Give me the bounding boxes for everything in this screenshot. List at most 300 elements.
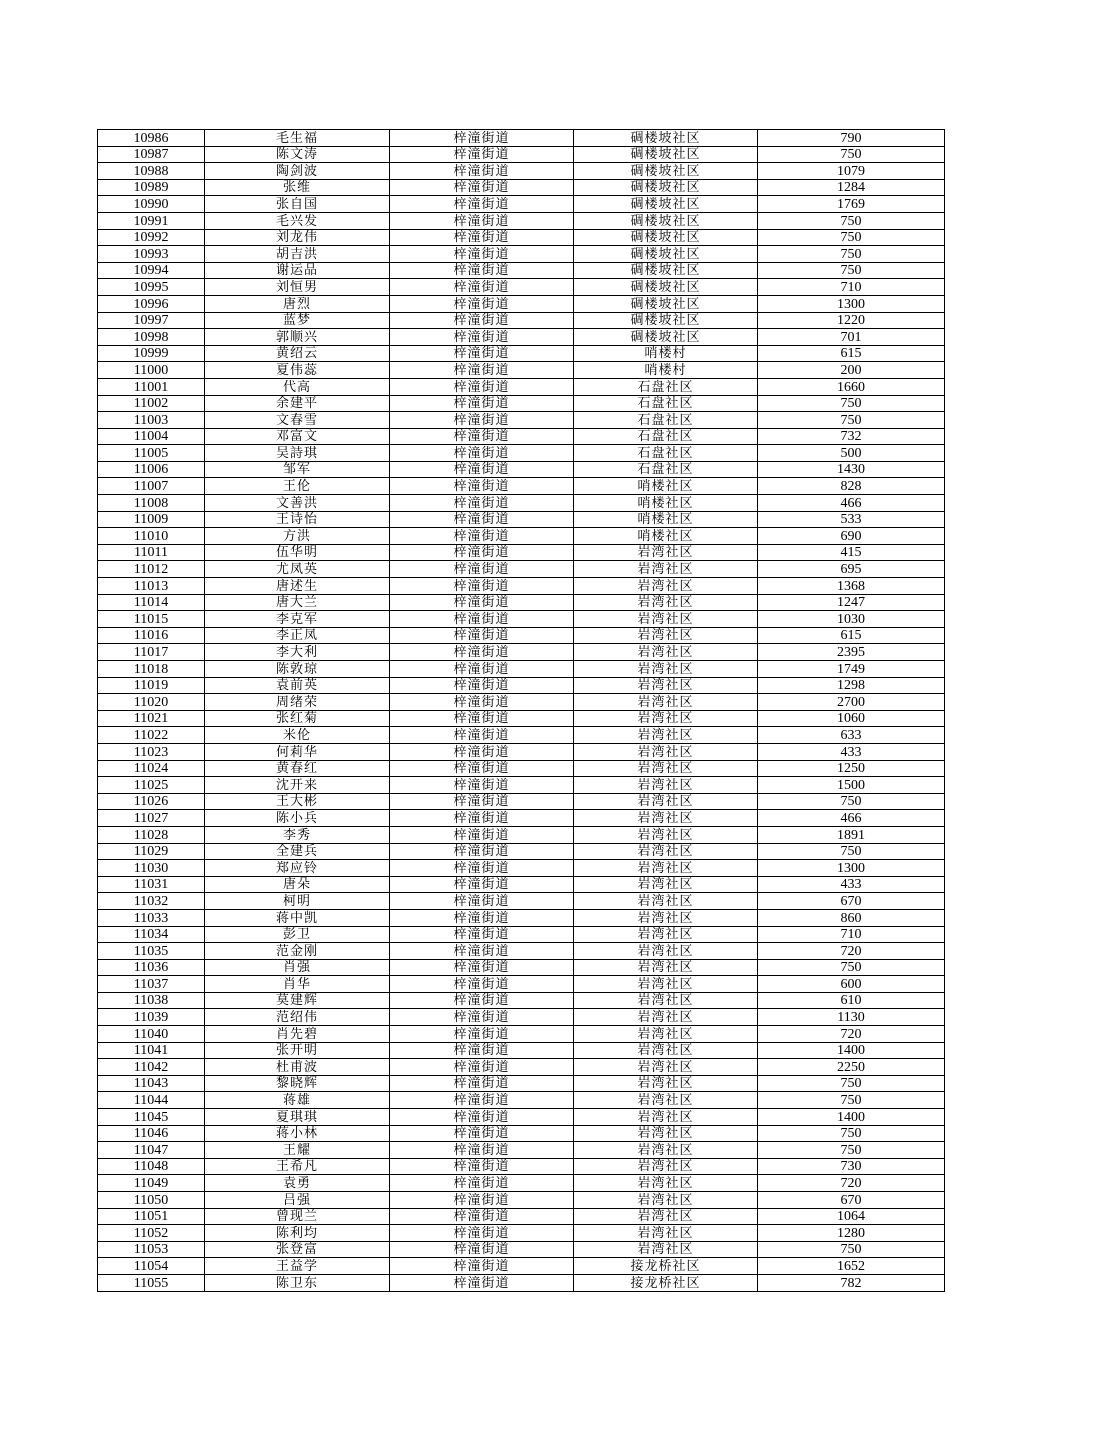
id-cell: 11047 bbox=[98, 1142, 205, 1159]
table-row bbox=[98, 279, 945, 296]
amount-cell: 828 bbox=[758, 478, 945, 495]
community-cell: 碉楼坡社区 bbox=[574, 246, 758, 263]
table-row bbox=[98, 561, 945, 578]
amount-cell: 750 bbox=[758, 262, 945, 279]
amount-cell: 1769 bbox=[758, 196, 945, 213]
table-row bbox=[98, 1175, 945, 1192]
table-row bbox=[98, 1092, 945, 1109]
table-row bbox=[98, 760, 945, 777]
community-cell: 岩湾社区 bbox=[574, 743, 758, 760]
id-cell: 11012 bbox=[98, 561, 205, 578]
amount-cell: 615 bbox=[758, 345, 945, 362]
amount-cell: 2700 bbox=[758, 694, 945, 711]
name-cell: 范绍伟 bbox=[205, 1009, 390, 1026]
id-cell: 11011 bbox=[98, 544, 205, 561]
community-cell: 碉楼坡社区 bbox=[574, 130, 758, 147]
street-cell: 梓潼街道 bbox=[390, 1192, 574, 1209]
table-row bbox=[98, 179, 945, 196]
street-cell: 梓潼街道 bbox=[390, 262, 574, 279]
name-cell: 王希凡 bbox=[205, 1158, 390, 1175]
amount-cell: 2395 bbox=[758, 644, 945, 661]
community-cell: 岩湾社区 bbox=[574, 710, 758, 727]
id-cell: 11008 bbox=[98, 495, 205, 512]
community-cell: 岩湾社区 bbox=[574, 661, 758, 678]
amount-cell: 1652 bbox=[758, 1258, 945, 1275]
table-row bbox=[98, 909, 945, 926]
street-cell: 梓潼街道 bbox=[390, 163, 574, 180]
id-cell: 11052 bbox=[98, 1225, 205, 1242]
amount-cell: 1130 bbox=[758, 1009, 945, 1026]
amount-cell: 750 bbox=[758, 843, 945, 860]
name-cell: 黄绍云 bbox=[205, 345, 390, 362]
name-cell: 柯明 bbox=[205, 893, 390, 910]
id-cell: 11027 bbox=[98, 810, 205, 827]
name-cell: 杜甫波 bbox=[205, 1059, 390, 1076]
street-cell: 梓潼街道 bbox=[390, 992, 574, 1009]
table-row bbox=[98, 893, 945, 910]
street-cell: 梓潼街道 bbox=[390, 478, 574, 495]
street-cell: 梓潼街道 bbox=[390, 461, 574, 478]
amount-cell: 750 bbox=[758, 1092, 945, 1109]
community-cell: 岩湾社区 bbox=[574, 1192, 758, 1209]
street-cell: 梓潼街道 bbox=[390, 179, 574, 196]
amount-cell: 750 bbox=[758, 1241, 945, 1258]
name-cell: 夏伟蕊 bbox=[205, 362, 390, 379]
name-cell: 谢运品 bbox=[205, 262, 390, 279]
roster-table bbox=[97, 129, 945, 1292]
id-cell: 11022 bbox=[98, 727, 205, 744]
street-cell: 梓潼街道 bbox=[390, 1026, 574, 1043]
id-cell: 11048 bbox=[98, 1158, 205, 1175]
name-cell: 陈小兵 bbox=[205, 810, 390, 827]
amount-cell: 750 bbox=[758, 246, 945, 263]
amount-cell: 2250 bbox=[758, 1059, 945, 1076]
amount-cell: 433 bbox=[758, 743, 945, 760]
community-cell: 岩湾社区 bbox=[574, 1241, 758, 1258]
id-cell: 11019 bbox=[98, 677, 205, 694]
table-row bbox=[98, 295, 945, 312]
street-cell: 梓潼街道 bbox=[390, 395, 574, 412]
id-cell: 11003 bbox=[98, 412, 205, 429]
name-cell: 张维 bbox=[205, 179, 390, 196]
name-cell: 王大彬 bbox=[205, 793, 390, 810]
name-cell: 李正凤 bbox=[205, 627, 390, 644]
amount-cell: 600 bbox=[758, 976, 945, 993]
name-cell: 蓝梦 bbox=[205, 312, 390, 329]
amount-cell: 720 bbox=[758, 1175, 945, 1192]
street-cell: 梓潼街道 bbox=[390, 810, 574, 827]
id-cell: 11043 bbox=[98, 1075, 205, 1092]
name-cell: 唐朵 bbox=[205, 876, 390, 893]
id-cell: 10989 bbox=[98, 179, 205, 196]
community-cell: 岩湾社区 bbox=[574, 1158, 758, 1175]
id-cell: 10986 bbox=[98, 130, 205, 147]
amount-cell: 1220 bbox=[758, 312, 945, 329]
table-row bbox=[98, 1225, 945, 1242]
community-cell: 碉楼坡社区 bbox=[574, 295, 758, 312]
id-cell: 11009 bbox=[98, 511, 205, 528]
table-row bbox=[98, 495, 945, 512]
id-cell: 11032 bbox=[98, 893, 205, 910]
table-row bbox=[98, 976, 945, 993]
id-cell: 11036 bbox=[98, 959, 205, 976]
amount-cell: 1060 bbox=[758, 710, 945, 727]
name-cell: 余建平 bbox=[205, 395, 390, 412]
name-cell: 袁勇 bbox=[205, 1175, 390, 1192]
name-cell: 莫建辉 bbox=[205, 992, 390, 1009]
amount-cell: 1079 bbox=[758, 163, 945, 180]
community-cell: 岩湾社区 bbox=[574, 627, 758, 644]
amount-cell: 701 bbox=[758, 329, 945, 346]
name-cell: 李大利 bbox=[205, 644, 390, 661]
community-cell: 岩湾社区 bbox=[574, 876, 758, 893]
amount-cell: 466 bbox=[758, 810, 945, 827]
table-row bbox=[98, 777, 945, 794]
table-row bbox=[98, 1125, 945, 1142]
id-cell: 11010 bbox=[98, 528, 205, 545]
amount-cell: 500 bbox=[758, 445, 945, 462]
amount-cell: 1280 bbox=[758, 1225, 945, 1242]
community-cell: 接龙桥社区 bbox=[574, 1258, 758, 1275]
id-cell: 10990 bbox=[98, 196, 205, 213]
amount-cell: 1400 bbox=[758, 1109, 945, 1126]
name-cell: 唐烈 bbox=[205, 295, 390, 312]
table-row bbox=[98, 793, 945, 810]
amount-cell: 1300 bbox=[758, 860, 945, 877]
table-row bbox=[98, 130, 945, 147]
street-cell: 梓潼街道 bbox=[390, 710, 574, 727]
table-row bbox=[98, 578, 945, 595]
table-row bbox=[98, 478, 945, 495]
name-cell: 何莉华 bbox=[205, 743, 390, 760]
amount-cell: 1030 bbox=[758, 611, 945, 628]
street-cell: 梓潼街道 bbox=[390, 843, 574, 860]
community-cell: 岩湾社区 bbox=[574, 1175, 758, 1192]
street-cell: 梓潼街道 bbox=[390, 760, 574, 777]
community-cell: 碉楼坡社区 bbox=[574, 262, 758, 279]
street-cell: 梓潼街道 bbox=[390, 677, 574, 694]
street-cell: 梓潼街道 bbox=[390, 1225, 574, 1242]
amount-cell: 782 bbox=[758, 1274, 945, 1291]
amount-cell: 860 bbox=[758, 909, 945, 926]
table-row bbox=[98, 246, 945, 263]
id-cell: 11020 bbox=[98, 694, 205, 711]
street-cell: 梓潼街道 bbox=[390, 544, 574, 561]
amount-cell: 466 bbox=[758, 495, 945, 512]
id-cell: 11002 bbox=[98, 395, 205, 412]
id-cell: 11042 bbox=[98, 1059, 205, 1076]
id-cell: 11021 bbox=[98, 710, 205, 727]
amount-cell: 1300 bbox=[758, 295, 945, 312]
street-cell: 梓潼街道 bbox=[390, 196, 574, 213]
amount-cell: 750 bbox=[758, 1142, 945, 1159]
amount-cell: 720 bbox=[758, 1026, 945, 1043]
id-cell: 11016 bbox=[98, 627, 205, 644]
street-cell: 梓潼街道 bbox=[390, 578, 574, 595]
id-cell: 11023 bbox=[98, 743, 205, 760]
id-cell: 11038 bbox=[98, 992, 205, 1009]
name-cell: 蒋中凯 bbox=[205, 909, 390, 926]
community-cell: 岩湾社区 bbox=[574, 777, 758, 794]
amount-cell: 670 bbox=[758, 1192, 945, 1209]
name-cell: 邓富文 bbox=[205, 428, 390, 445]
name-cell: 胡吉洪 bbox=[205, 246, 390, 263]
table-row bbox=[98, 445, 945, 462]
id-cell: 11046 bbox=[98, 1125, 205, 1142]
street-cell: 梓潼街道 bbox=[390, 246, 574, 263]
name-cell: 陈敦琼 bbox=[205, 661, 390, 678]
name-cell: 吕强 bbox=[205, 1192, 390, 1209]
name-cell: 曾现兰 bbox=[205, 1208, 390, 1225]
amount-cell: 750 bbox=[758, 229, 945, 246]
street-cell: 梓潼街道 bbox=[390, 1142, 574, 1159]
amount-cell: 533 bbox=[758, 511, 945, 528]
table-row bbox=[98, 163, 945, 180]
street-cell: 梓潼街道 bbox=[390, 130, 574, 147]
table-row bbox=[98, 926, 945, 943]
id-cell: 11050 bbox=[98, 1192, 205, 1209]
table-row bbox=[98, 362, 945, 379]
name-cell: 文善洪 bbox=[205, 495, 390, 512]
table-row bbox=[98, 1009, 945, 1026]
table-row bbox=[98, 1208, 945, 1225]
table-row bbox=[98, 1026, 945, 1043]
name-cell: 方洪 bbox=[205, 528, 390, 545]
id-cell: 10988 bbox=[98, 163, 205, 180]
street-cell: 梓潼街道 bbox=[390, 329, 574, 346]
name-cell: 肖强 bbox=[205, 959, 390, 976]
street-cell: 梓潼街道 bbox=[390, 943, 574, 960]
amount-cell: 750 bbox=[758, 1075, 945, 1092]
street-cell: 梓潼街道 bbox=[390, 295, 574, 312]
name-cell: 毛兴发 bbox=[205, 212, 390, 229]
roster-table-body bbox=[98, 130, 945, 1292]
name-cell: 郭顺兴 bbox=[205, 329, 390, 346]
street-cell: 梓潼街道 bbox=[390, 445, 574, 462]
table-row bbox=[98, 1274, 945, 1291]
id-cell: 11015 bbox=[98, 611, 205, 628]
community-cell: 岩湾社区 bbox=[574, 1125, 758, 1142]
id-cell: 11033 bbox=[98, 909, 205, 926]
id-cell: 11054 bbox=[98, 1258, 205, 1275]
community-cell: 石盘社区 bbox=[574, 428, 758, 445]
id-cell: 10992 bbox=[98, 229, 205, 246]
table-row bbox=[98, 345, 945, 362]
table-row bbox=[98, 992, 945, 1009]
id-cell: 11040 bbox=[98, 1026, 205, 1043]
community-cell: 碉楼坡社区 bbox=[574, 329, 758, 346]
name-cell: 张红菊 bbox=[205, 710, 390, 727]
street-cell: 梓潼街道 bbox=[390, 378, 574, 395]
street-cell: 梓潼街道 bbox=[390, 611, 574, 628]
table-row bbox=[98, 694, 945, 711]
table-row bbox=[98, 461, 945, 478]
community-cell: 岩湾社区 bbox=[574, 1109, 758, 1126]
amount-cell: 615 bbox=[758, 627, 945, 644]
street-cell: 梓潼街道 bbox=[390, 279, 574, 296]
name-cell: 肖先碧 bbox=[205, 1026, 390, 1043]
table-row bbox=[98, 212, 945, 229]
street-cell: 梓潼街道 bbox=[390, 495, 574, 512]
table-row bbox=[98, 959, 945, 976]
table-row bbox=[98, 378, 945, 395]
amount-cell: 750 bbox=[758, 395, 945, 412]
amount-cell: 732 bbox=[758, 428, 945, 445]
community-cell: 岩湾社区 bbox=[574, 1075, 758, 1092]
community-cell: 碉楼坡社区 bbox=[574, 196, 758, 213]
amount-cell: 750 bbox=[758, 212, 945, 229]
table-row bbox=[98, 1075, 945, 1092]
table-row bbox=[98, 843, 945, 860]
table-row bbox=[98, 511, 945, 528]
id-cell: 11053 bbox=[98, 1241, 205, 1258]
id-cell: 11026 bbox=[98, 793, 205, 810]
id-cell: 11039 bbox=[98, 1009, 205, 1026]
name-cell: 陶剑波 bbox=[205, 163, 390, 180]
amount-cell: 433 bbox=[758, 876, 945, 893]
community-cell: 碉楼坡社区 bbox=[574, 312, 758, 329]
street-cell: 梓潼街道 bbox=[390, 694, 574, 711]
name-cell: 王伦 bbox=[205, 478, 390, 495]
amount-cell: 750 bbox=[758, 793, 945, 810]
amount-cell: 1368 bbox=[758, 578, 945, 595]
street-cell: 梓潼街道 bbox=[390, 528, 574, 545]
street-cell: 梓潼街道 bbox=[390, 826, 574, 843]
table-row bbox=[98, 943, 945, 960]
amount-cell: 1284 bbox=[758, 179, 945, 196]
id-cell: 11041 bbox=[98, 1042, 205, 1059]
table-row bbox=[98, 395, 945, 412]
table-row bbox=[98, 627, 945, 644]
amount-cell: 1400 bbox=[758, 1042, 945, 1059]
name-cell: 代高 bbox=[205, 378, 390, 395]
name-cell: 陈卫东 bbox=[205, 1274, 390, 1291]
table-row bbox=[98, 661, 945, 678]
amount-cell: 750 bbox=[758, 412, 945, 429]
id-cell: 11025 bbox=[98, 777, 205, 794]
community-cell: 岩湾社区 bbox=[574, 760, 758, 777]
name-cell: 黎晓辉 bbox=[205, 1075, 390, 1092]
street-cell: 梓潼街道 bbox=[390, 594, 574, 611]
street-cell: 梓潼街道 bbox=[390, 661, 574, 678]
community-cell: 哨楼社区 bbox=[574, 528, 758, 545]
street-cell: 梓潼街道 bbox=[390, 212, 574, 229]
street-cell: 梓潼街道 bbox=[390, 1175, 574, 1192]
community-cell: 石盘社区 bbox=[574, 461, 758, 478]
street-cell: 梓潼街道 bbox=[390, 345, 574, 362]
name-cell: 唐述生 bbox=[205, 578, 390, 595]
amount-cell: 1749 bbox=[758, 661, 945, 678]
name-cell: 米伦 bbox=[205, 727, 390, 744]
amount-cell: 750 bbox=[758, 1125, 945, 1142]
id-cell: 11034 bbox=[98, 926, 205, 943]
name-cell: 黄春红 bbox=[205, 760, 390, 777]
id-cell: 10991 bbox=[98, 212, 205, 229]
street-cell: 梓潼街道 bbox=[390, 1241, 574, 1258]
table-row bbox=[98, 810, 945, 827]
id-cell: 11017 bbox=[98, 644, 205, 661]
street-cell: 梓潼街道 bbox=[390, 627, 574, 644]
street-cell: 梓潼街道 bbox=[390, 1258, 574, 1275]
street-cell: 梓潼街道 bbox=[390, 1092, 574, 1109]
community-cell: 碉楼坡社区 bbox=[574, 212, 758, 229]
amount-cell: 1247 bbox=[758, 594, 945, 611]
street-cell: 梓潼街道 bbox=[390, 959, 574, 976]
id-cell: 11004 bbox=[98, 428, 205, 445]
id-cell: 10994 bbox=[98, 262, 205, 279]
street-cell: 梓潼街道 bbox=[390, 1009, 574, 1026]
community-cell: 岩湾社区 bbox=[574, 594, 758, 611]
amount-cell: 633 bbox=[758, 727, 945, 744]
amount-cell: 1064 bbox=[758, 1208, 945, 1225]
community-cell: 石盘社区 bbox=[574, 395, 758, 412]
street-cell: 梓潼街道 bbox=[390, 777, 574, 794]
name-cell: 蒋小林 bbox=[205, 1125, 390, 1142]
id-cell: 11024 bbox=[98, 760, 205, 777]
table-row bbox=[98, 262, 945, 279]
id-cell: 11007 bbox=[98, 478, 205, 495]
street-cell: 梓潼街道 bbox=[390, 893, 574, 910]
amount-cell: 415 bbox=[758, 544, 945, 561]
id-cell: 11037 bbox=[98, 976, 205, 993]
community-cell: 岩湾社区 bbox=[574, 727, 758, 744]
community-cell: 哨楼社区 bbox=[574, 511, 758, 528]
community-cell: 岩湾社区 bbox=[574, 976, 758, 993]
name-cell: 李克军 bbox=[205, 611, 390, 628]
amount-cell: 710 bbox=[758, 926, 945, 943]
community-cell: 岩湾社区 bbox=[574, 677, 758, 694]
name-cell: 肖华 bbox=[205, 976, 390, 993]
name-cell: 王耀 bbox=[205, 1142, 390, 1159]
name-cell: 郑应铃 bbox=[205, 860, 390, 877]
community-cell: 接龙桥社区 bbox=[574, 1274, 758, 1291]
street-cell: 梓潼街道 bbox=[390, 1274, 574, 1291]
community-cell: 哨楼村 bbox=[574, 345, 758, 362]
community-cell: 哨楼村 bbox=[574, 362, 758, 379]
community-cell: 岩湾社区 bbox=[574, 943, 758, 960]
community-cell: 岩湾社区 bbox=[574, 959, 758, 976]
amount-cell: 790 bbox=[758, 130, 945, 147]
community-cell: 岩湾社区 bbox=[574, 1092, 758, 1109]
table-row bbox=[98, 196, 945, 213]
community-cell: 碉楼坡社区 bbox=[574, 146, 758, 163]
name-cell: 沈开来 bbox=[205, 777, 390, 794]
id-cell: 11035 bbox=[98, 943, 205, 960]
name-cell: 张登富 bbox=[205, 1241, 390, 1258]
name-cell: 周绪荣 bbox=[205, 694, 390, 711]
amount-cell: 1250 bbox=[758, 760, 945, 777]
community-cell: 岩湾社区 bbox=[574, 926, 758, 943]
amount-cell: 200 bbox=[758, 362, 945, 379]
table-row bbox=[98, 594, 945, 611]
id-cell: 11005 bbox=[98, 445, 205, 462]
name-cell: 李秀 bbox=[205, 826, 390, 843]
community-cell: 岩湾社区 bbox=[574, 1042, 758, 1059]
street-cell: 梓潼街道 bbox=[390, 428, 574, 445]
street-cell: 梓潼街道 bbox=[390, 860, 574, 877]
name-cell: 全建兵 bbox=[205, 843, 390, 860]
street-cell: 梓潼街道 bbox=[390, 1208, 574, 1225]
id-cell: 11018 bbox=[98, 661, 205, 678]
community-cell: 碉楼坡社区 bbox=[574, 179, 758, 196]
id-cell: 11045 bbox=[98, 1109, 205, 1126]
amount-cell: 750 bbox=[758, 146, 945, 163]
community-cell: 岩湾社区 bbox=[574, 694, 758, 711]
street-cell: 梓潼街道 bbox=[390, 1059, 574, 1076]
community-cell: 碉楼坡社区 bbox=[574, 229, 758, 246]
street-cell: 梓潼街道 bbox=[390, 561, 574, 578]
table-row bbox=[98, 312, 945, 329]
